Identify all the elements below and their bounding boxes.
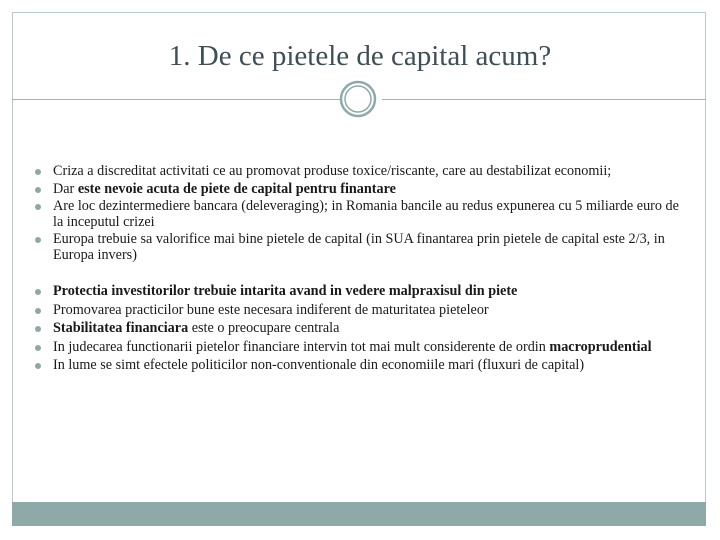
list-item: Criza a discreditat activitati ce au promovat produse toxice/riscante, care au destabilizat economii; (33, 164, 689, 180)
footer-bar (12, 502, 706, 526)
title-divider-left (12, 99, 340, 100)
bullet-icon (35, 308, 41, 314)
list-item: Protectia investitorilor trebuie intarita avand in vedere malpraxisul din piete (33, 284, 689, 300)
bullet-icon (35, 289, 41, 295)
bullet-icon (35, 326, 41, 332)
list-item: Are loc dezintermediere bancara (deleveraging); in Romania bancile au redus expunerea cu 5 miliarde euro de la inceputul crizei (33, 199, 689, 230)
bullet-list-priorities (33, 284, 689, 374)
bullet-icon (35, 363, 41, 369)
circle-ornament-icon (339, 80, 377, 118)
title-divider-right (382, 99, 706, 100)
list-item: Europa trebuie sa valorifice mai bine pietele de capital (in SUA finantarea prin pietele de capital este 2/3, in Europa invers) (33, 232, 689, 263)
slide-title: 1. De ce pietele de capital acum? (168, 40, 552, 72)
list-item: Stabilitatea financiara este o preocupare centrala (33, 321, 689, 337)
list-item: In judecarea functionarii pietelor financiare intervin tot mai mult considerente de ordin macroprudential (33, 340, 689, 356)
list-item: In lume se simt efectele politicilor non-conventionale din economiile mari (fluxuri de capital) (33, 358, 689, 374)
bullet-icon (35, 237, 41, 243)
list-item: Dar este nevoie acuta de piete de capital pentru finantare (33, 182, 689, 198)
bullet-icon (35, 204, 41, 210)
list-item: Promovarea practicilor bune este necesara indiferent de maturitatea pieteleor (33, 303, 689, 319)
bullet-icon (35, 187, 41, 193)
bullet-icon (35, 169, 41, 175)
bullet-icon (35, 345, 41, 351)
slide-content (33, 164, 689, 377)
bullet-list-context (33, 164, 689, 263)
